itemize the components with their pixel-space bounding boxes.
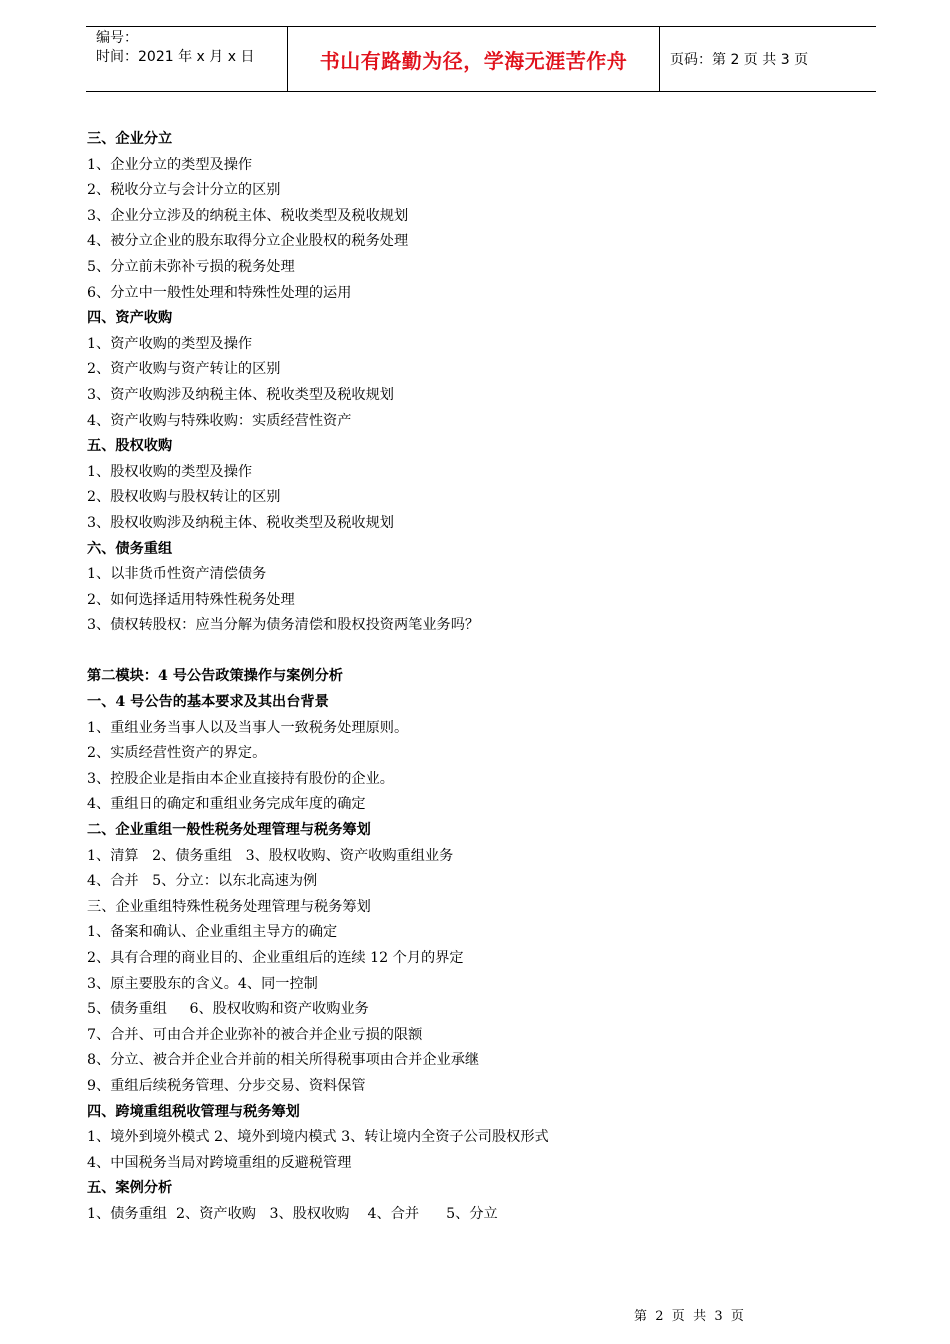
list-item: 2、实质经营性资产的界定。 bbox=[87, 745, 267, 762]
list-item: 3、债权转股权：应当分解为债务清偿和股权投资两笔业务吗？ bbox=[87, 617, 480, 634]
section-heading: 五、案例分析 bbox=[87, 1180, 173, 1197]
list-item: 8、分立、被合并企业合并前的相关所得税事项由合并企业承继 bbox=[87, 1052, 480, 1069]
list-item: 3、资产收购涉及纳税主体、税收类型及税收规划 bbox=[87, 386, 394, 403]
list-item: 1、清算 2、债务重组 3、股权收购、资产收购重组业务 bbox=[87, 847, 454, 864]
section-heading: 二、企业重组一般性税务处理管理与税务筹划 bbox=[87, 822, 371, 839]
section-heading: 六、债务重组 bbox=[87, 540, 173, 557]
list-item: 4、重组日的确定和重组业务完成年度的确定 bbox=[87, 796, 366, 813]
list-item: 1、以非货币性资产清偿债务 bbox=[87, 566, 267, 583]
list-item: 9、重组后续税务管理、分步交易、资料保管 bbox=[87, 1077, 366, 1094]
document-time-label: 时间：2021 年 x 月 x 日 bbox=[96, 49, 255, 65]
list-item: 3、控股企业是指由本企业直接持有股份的企业。 bbox=[87, 770, 394, 787]
list-item: 4、被分立企业的股东取得分立企业股权的税务处理 bbox=[87, 233, 409, 250]
section-heading: 三、企业分立 bbox=[87, 131, 173, 147]
list-item: 7、合并、可由合并企业弥补的被合并企业亏损的限额 bbox=[87, 1026, 423, 1043]
list-item: 3、原主要股东的含义。4、同一控制 bbox=[87, 975, 318, 992]
section-heading: 四、资产收购 bbox=[87, 310, 173, 327]
section-heading: 四、跨境重组税收管理与税务筹划 bbox=[87, 1103, 300, 1120]
list-item: 1、资产收购的类型及操作 bbox=[87, 335, 253, 352]
list-item: 4、合并 5、分立：以东北高速为例 bbox=[87, 873, 318, 890]
document-number-label: 编号： bbox=[96, 30, 138, 46]
page-header bbox=[86, 26, 876, 92]
list-item: 1、股权收购的类型及操作 bbox=[87, 463, 253, 480]
section-heading: 第二模块：4 号公告政策操作与案例分析 bbox=[87, 668, 343, 685]
list-item: 5、分立前未弥补亏损的税务处理 bbox=[87, 258, 295, 275]
list-item: 三、企业重组特殊性税务处理管理与税务筹划 bbox=[87, 898, 371, 915]
list-item: 6、分立中一般性处理和特殊性处理的运用 bbox=[87, 284, 352, 301]
list-item: 4、中国税务当局对跨境重组的反避税管理 bbox=[87, 1154, 352, 1171]
list-item: 1、境外到境外模式 2、境外到境内模式 3、转让境内全资子公司股权形式 bbox=[87, 1129, 549, 1146]
header-meta bbox=[86, 27, 287, 91]
document-body bbox=[87, 127, 867, 1228]
list-item: 2、具有合理的商业目的、企业重组后的连续 12 个月的界定 bbox=[87, 950, 464, 966]
list-item: 2、股权收购与股权转让的区别 bbox=[87, 489, 281, 506]
list-item: 2、资产收购与资产转让的区别 bbox=[87, 361, 281, 378]
list-item: 2、税收分立与会计分立的区别 bbox=[87, 182, 281, 199]
list-item: 3、企业分立涉及的纳税主体、税收类型及税收规划 bbox=[87, 207, 409, 224]
list-item: 3、股权收购涉及纳税主体、税收类型及税收规划 bbox=[87, 514, 394, 531]
header-page-info: 页码：第 2 页 共 3 页 bbox=[670, 52, 809, 68]
list-item: 5、债务重组 6、股权收购和资产收购业务 bbox=[87, 1001, 369, 1018]
list-item: 1、重组业务当事人以及当事人一致税务处理原则。 bbox=[87, 719, 409, 736]
page-footer: 第 2 页 共 3 页 bbox=[634, 1309, 744, 1324]
section-heading: 一、4 号公告的基本要求及其出台背景 bbox=[87, 694, 329, 711]
list-item: 4、资产收购与特殊收购：实质经营性资产 bbox=[87, 412, 352, 429]
list-item: 1、债务重组 2、资产收购 3、股权收购 4、合并 5、分立 bbox=[87, 1205, 498, 1222]
blank-line bbox=[87, 639, 867, 665]
list-item: 1、备案和确认、企业重组主导方的确定 bbox=[87, 924, 338, 941]
header-motto: 书山有路勤为径，学海无涯苦作舟 bbox=[287, 27, 660, 91]
list-item: 2、如何选择适用特殊性税务处理 bbox=[87, 591, 295, 608]
section-heading: 五、股权收购 bbox=[87, 438, 173, 455]
list-item: 1、企业分立的类型及操作 bbox=[87, 156, 253, 173]
